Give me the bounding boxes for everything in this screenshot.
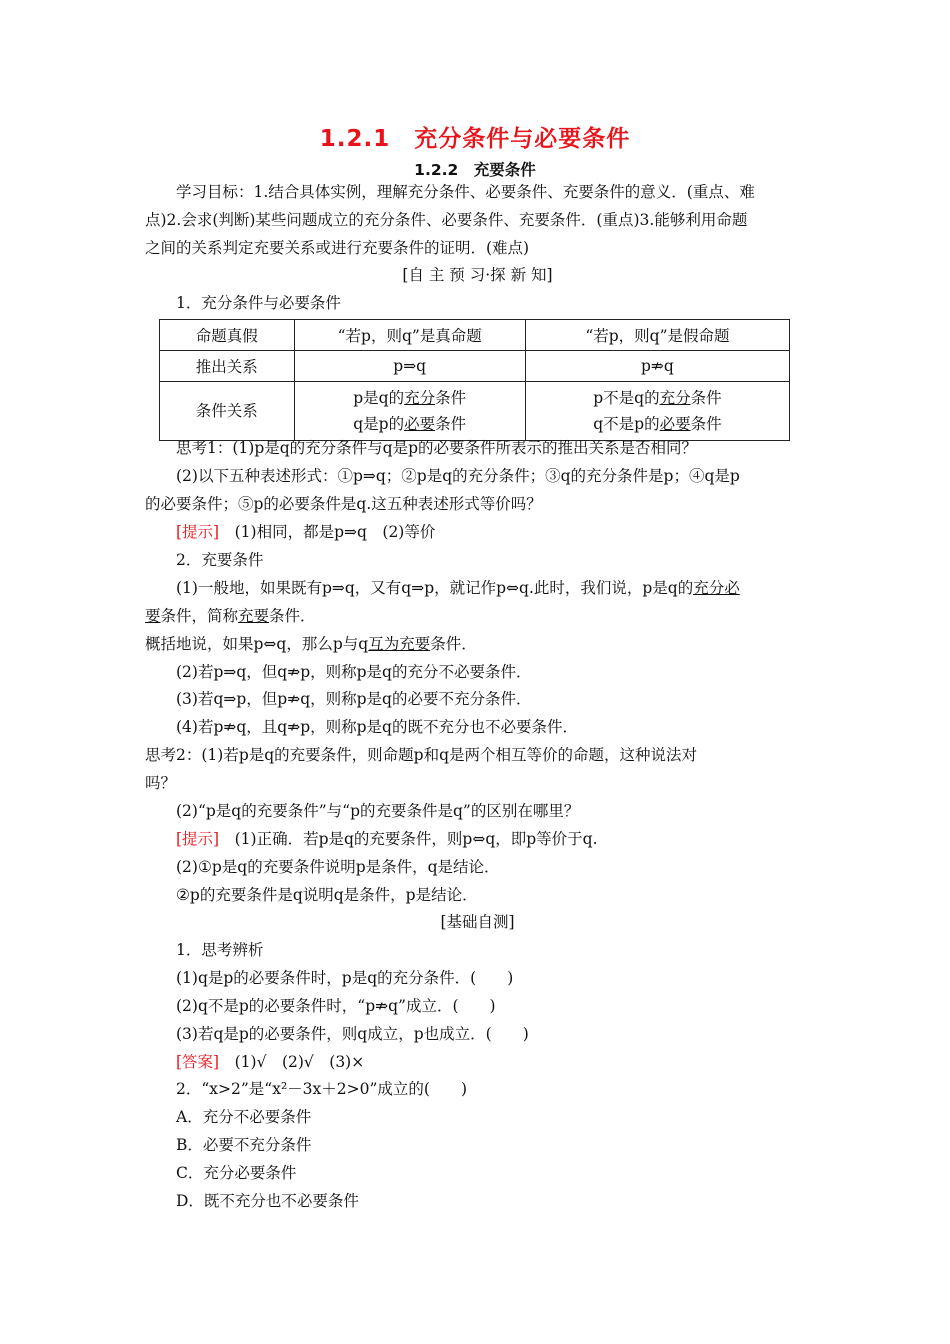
answer-text: (1)√ (2)√ (3)× xyxy=(219,1053,365,1071)
table-row xyxy=(160,351,790,382)
underlined-text: 互为充要 xyxy=(368,635,431,653)
underlined-text: 必要 xyxy=(659,415,691,433)
hint-tag: [提示] xyxy=(176,523,220,541)
test2-option-d: D．既不充分也不必要条件 xyxy=(176,1192,359,1210)
test1-q2: (2)q不是p的必要条件时，“p⇏q”成立．( ) xyxy=(176,997,496,1015)
think1-line-2: (2)以下五种表述形式：①p⇒q；②p是q的充分条件；③q的充分条件是p；④q是p xyxy=(176,467,740,485)
test1-q1: (1)q是p的必要条件时，p是q的充分条件．( ) xyxy=(176,969,514,987)
objectives-line-1: 学习目标：1.结合具体实例，理解充分条件、必要条件、充要条件的意义．(重点、难 xyxy=(176,183,755,201)
text: 条件 xyxy=(690,415,722,433)
test2-option-c: C．充分必要条件 xyxy=(176,1164,297,1182)
test2-option-b: B．必要不充分条件 xyxy=(176,1136,312,1154)
text: 条件 xyxy=(435,415,467,433)
text: (1)一般地，如果既有p⇒q，又有q⇒p，就记作p⇔q.此时，我们说，p是q的 xyxy=(176,579,694,597)
table-cell: 推出关系 xyxy=(160,351,295,382)
underlined-text: 充分必 xyxy=(693,579,740,597)
section-header-selftest: [基础自测] xyxy=(440,913,515,931)
think2-hint xyxy=(145,829,810,849)
table-row xyxy=(160,320,790,351)
table-cell: p⇒q xyxy=(294,351,525,382)
table-row xyxy=(160,382,790,441)
text: 条件． xyxy=(269,607,316,625)
text: 概括地说，如果p⇔q，那么p与q xyxy=(145,635,369,653)
test1-title: 1．思考辨析 xyxy=(176,941,264,959)
table-cell: 命题真假 xyxy=(160,320,295,351)
objectives-line-3: 之间的关系判定充要关系或进行充要条件的证明．(难点) xyxy=(145,239,530,257)
think1-hint xyxy=(145,522,810,542)
underlined-text: 充分 xyxy=(659,389,691,407)
table-cell: “若p，则q”是假命题 xyxy=(525,320,789,351)
text: p不是q的 xyxy=(593,389,660,407)
section-header-preview: [自 主 预 习·探 新 知] xyxy=(402,266,553,284)
text: 条件． xyxy=(430,635,477,653)
cell-line xyxy=(295,385,525,411)
think2-line-3: (2)“p是q的充要条件”与“p的充要条件是q”的区别在哪里？ xyxy=(176,802,580,820)
item2-line-2 xyxy=(145,606,810,626)
underlined-text: 必要 xyxy=(404,415,436,433)
test2-question: 2．“x>2”是“x²－3x＋2>0”成立的( ) xyxy=(176,1080,468,1098)
hint-tag: [提示] xyxy=(176,830,220,848)
page-subtitle: 1.2.2 充要条件 xyxy=(414,161,536,179)
page-title: 1.2.1 充分条件与必要条件 xyxy=(319,126,631,152)
table-cell xyxy=(294,382,525,441)
cell-line xyxy=(526,385,789,411)
cell-line xyxy=(526,411,789,437)
table-cell: 条件关系 xyxy=(160,382,295,441)
text: p是q的 xyxy=(353,389,405,407)
text: 条件 xyxy=(690,389,722,407)
condition-table xyxy=(159,319,790,441)
table-cell: “若p，则q”是真命题 xyxy=(294,320,525,351)
think2-line-5: (2)①p是q的充要条件说明p是条件，q是结论． xyxy=(176,858,500,876)
text: 条件，简称 xyxy=(160,607,239,625)
think1-line-3: 的必要条件；⑤p的必要条件是q.这五种表述形式等价吗？ xyxy=(145,495,542,513)
hint-text: (1)正确．若p是q的充要条件，则p⇔q，即p等价于q. xyxy=(219,830,598,848)
table-cell xyxy=(525,382,789,441)
underlined-text: 要 xyxy=(145,607,161,625)
answer-tag: [答案] xyxy=(176,1053,220,1071)
item2-line-6: (4)若p⇏q，且q⇏p，则称p是q的既不充分也不必要条件． xyxy=(176,718,578,736)
item2-line-3 xyxy=(145,634,810,654)
test1-answer xyxy=(145,1052,810,1072)
test1-q3: (3)若q是p的必要条件，则q成立，p也成立．( ) xyxy=(176,1025,529,1043)
think2-line-1: 思考2：(1)若p是q的充要条件，则命题p和q是两个相互等价的命题，这种说法对 xyxy=(145,746,698,764)
text: q是p的 xyxy=(353,415,405,433)
objectives-line-2: 点)2.会求(判断)某些问题成立的充分条件、必要条件、充要条件．(重点)3.能够利用命题 xyxy=(145,211,748,229)
item2-line-4: (2)若p⇒q，但q⇏p，则称p是q的充分不必要条件． xyxy=(176,663,532,681)
item2-title: 2．充要条件 xyxy=(176,551,264,569)
think2-line-2: 吗？ xyxy=(145,774,177,792)
table-cell: p⇏q xyxy=(525,351,789,382)
hint-text: (1)相同，都是p⇒q (2)等价 xyxy=(219,523,436,541)
cell-line xyxy=(295,411,525,437)
item2-line-1 xyxy=(145,578,810,598)
item1-title: 1．充分条件与必要条件 xyxy=(176,294,341,312)
underlined-text: 充分 xyxy=(404,389,436,407)
think1-line-1: 思考1：(1)p是q的充分条件与q是p的必要条件所表示的推出关系是否相同？ xyxy=(176,439,698,457)
think2-line-6: ②p的充要条件是q说明q是条件，p是结论． xyxy=(176,886,478,904)
text: q不是p的 xyxy=(593,415,660,433)
item2-line-5: (3)若q⇒p，但p⇏q，则称p是q的必要不充分条件． xyxy=(176,690,532,708)
test2-option-a: A．充分不必要条件 xyxy=(176,1108,312,1126)
underlined-text: 充要 xyxy=(238,607,270,625)
text: 条件 xyxy=(435,389,467,407)
